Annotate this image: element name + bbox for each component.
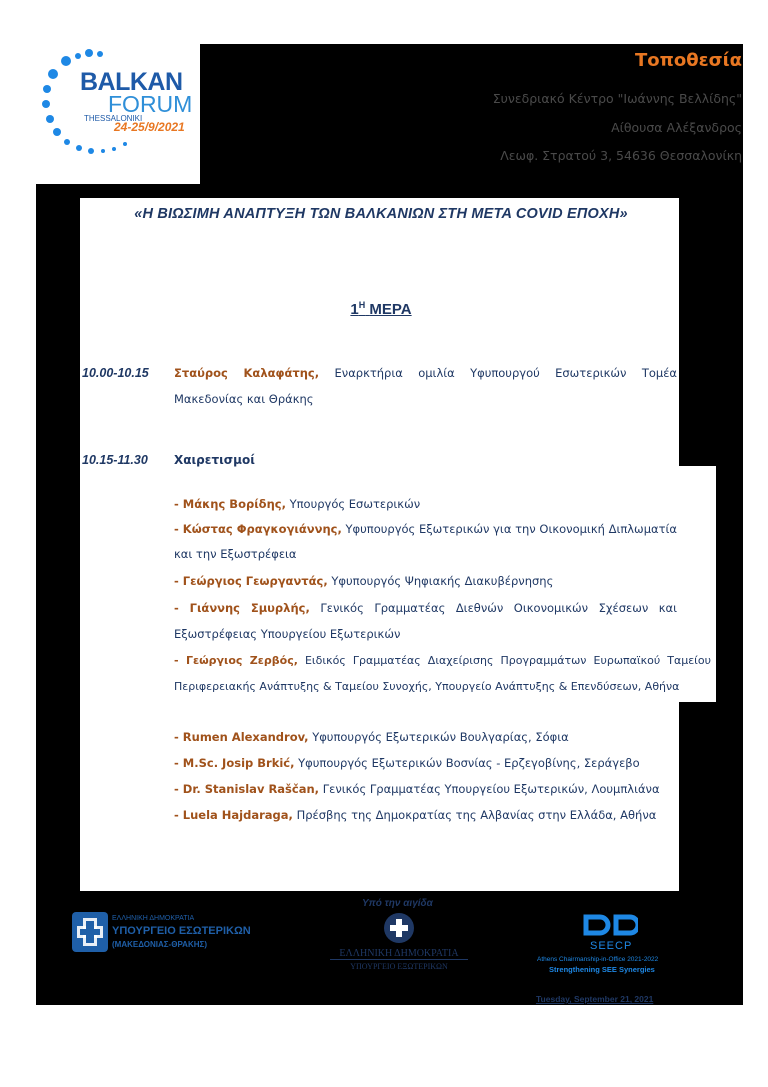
logo-dates: 24-25/9/2021	[114, 120, 185, 134]
session-1-speaker: Σταύρος Καλαφάτης,	[174, 366, 320, 380]
balkan-forum-logo	[36, 44, 200, 184]
speaker-role: Υφυπουργός Εξωτερικών για την Οικονομική Διπλωματία	[345, 522, 677, 536]
ministry-center-line-1: ΕΛΛΗΝΙΚΗ ΔΗΜΟΚΡΑΤΙΑ	[330, 948, 468, 960]
venue-title: Τοποθεσία	[634, 50, 742, 71]
session-1-line-1	[174, 366, 677, 380]
session-2-title: Χαιρετισμοί	[174, 453, 255, 467]
greek-emblem-icon	[72, 912, 108, 952]
speaker-4	[174, 601, 677, 615]
seecp-line-2: Strengthening SEE Synergies	[549, 965, 655, 974]
speaker-5-cont: Περιφερειακής Ανάπτυξης & Ταμείου Συνοχής, Υπουργείο Ανάπτυξης & Επενδύσεων, Αθήνα	[174, 680, 680, 693]
seecp-logo-icon	[580, 913, 638, 939]
speaker-role: Υπουργός Εσωτερικών	[289, 497, 421, 511]
speaker-2	[174, 522, 677, 536]
speaker-role: Υφυπουργός Εξωτερικών Βουλγαρίας, Σόφια	[312, 730, 569, 744]
speaker-4-cont: Εξωστρέφειας Υπουργείου Εξωτερικών	[174, 627, 401, 641]
ministry-left-line-3: (ΜΑΚΕΔΟΝΙΑΣ-ΘΡΑΚΗΣ)	[112, 940, 207, 949]
speaker-name: - Γιάννης Σμυρλής,	[174, 601, 310, 615]
ministry-left-line-2: ΥΠΟΥΡΓΕΙΟ ΕΣΩΤΕΡΙΚΩΝ	[112, 925, 251, 937]
seecp-name: SEECP	[590, 940, 633, 952]
speaker-role: Υφυπουργός Εξωτερικών Βοσνίας - Ερζεγοβίνης, Σεράγεβο	[298, 756, 640, 770]
speaker-role: Πρέσβης της Δημοκρατίας της Αλβανίας στην Ελλάδα, Αθήνα	[296, 808, 657, 822]
day-word: ΜΕΡΑ	[369, 301, 412, 318]
session-1-text: Εναρκτήρια ομιλία Υφυπουργού Εσωτερικών Τομέα	[334, 366, 678, 380]
logo-word-forum: FORUM	[108, 91, 193, 117]
speaker-role: Γενικός Γραμματέας Υπουργείου Εξωτερικών, Λουμπλιάνα	[322, 782, 660, 796]
speaker-6	[174, 730, 569, 744]
document-date: Tuesday, September 21, 2021	[536, 994, 654, 1004]
logo-word-balkan: BALKAN	[80, 68, 183, 96]
speaker-name: - M.Sc. Josip Brkić,	[174, 756, 295, 770]
day-heading	[82, 300, 680, 318]
speaker-name: - Rumen Alexandrov,	[174, 730, 309, 744]
speaker-role: Υφυπουργός Ψηφιακής Διακυβέρνησης	[331, 574, 554, 588]
speaker-name: - Γεώργιος Γεωργαντάς,	[174, 574, 328, 588]
speaker-name: - Γεώργιος Ζερβός,	[174, 654, 298, 667]
venue-line-2: Αίθουσα Αλέξανδρος	[611, 120, 742, 135]
day-number: 1	[350, 301, 359, 318]
day-superscript: Η	[358, 300, 366, 310]
speaker-8	[174, 782, 660, 796]
speaker-name: - Κώστας Φραγκογιάννης,	[174, 522, 342, 536]
venue-line-3: Λεωφ. Στρατού 3, 54636 Θεσσαλονίκη	[500, 148, 742, 163]
speaker-name: - Μάκης Βορίδης,	[174, 497, 286, 511]
greek-seal-icon	[384, 913, 414, 943]
speaker-role: Ειδικός Γραμματέας Διαχείρισης Προγραμμάτων Ευρωπαϊκού Ταμείου	[304, 654, 711, 667]
speaker-role: Γενικός Γραμματέας Διεθνών Οικονομικών Σχέσεων και	[320, 601, 677, 615]
speaker-name: - Luela Hajdaraga,	[174, 808, 293, 822]
speaker-3	[174, 574, 553, 588]
speaker-2-cont: και την Εξωστρέφεια	[174, 547, 297, 561]
auspices-label: Υπό την αιγίδα	[362, 898, 433, 909]
ministry-center-line-2: ΥΠΟΥΡΓΕΙΟ ΕΞΩΤΕΡΙΚΩΝ	[350, 962, 448, 971]
conference-title: «Η ΒΙΩΣΙΜΗ ΑΝΑΠΤΥΞΗ ΤΩΝ ΒΑΛΚΑΝΙΩΝ ΣΤΗ ΜΕΤΑ COVID ΕΠΟΧΗ»	[134, 206, 628, 222]
venue-line-1: Συνεδριακό Κέντρο "Ιωάννης Βελλίδης"	[492, 91, 742, 106]
speaker-5	[174, 654, 711, 667]
logo-city: THESSALONIKI	[84, 114, 143, 123]
session-2-time: 10.15-11.30	[82, 453, 148, 467]
session-1-line-2: Μακεδονίας και Θράκης	[174, 392, 314, 406]
speaker-9	[174, 808, 656, 822]
session-1-time: 10.00-10.15	[82, 366, 149, 380]
speaker-7	[174, 756, 640, 770]
ministry-left-line-1: ΕΛΛΗΝΙΚΗ ΔΗΜΟΚΡΑΤΙΑ	[112, 915, 195, 922]
speaker-name: - Dr. Stanislav Raščan,	[174, 782, 320, 796]
speaker-1	[174, 497, 420, 511]
seecp-line-1: Athens Chairmanship-in-Office 2021-2022	[537, 956, 659, 963]
